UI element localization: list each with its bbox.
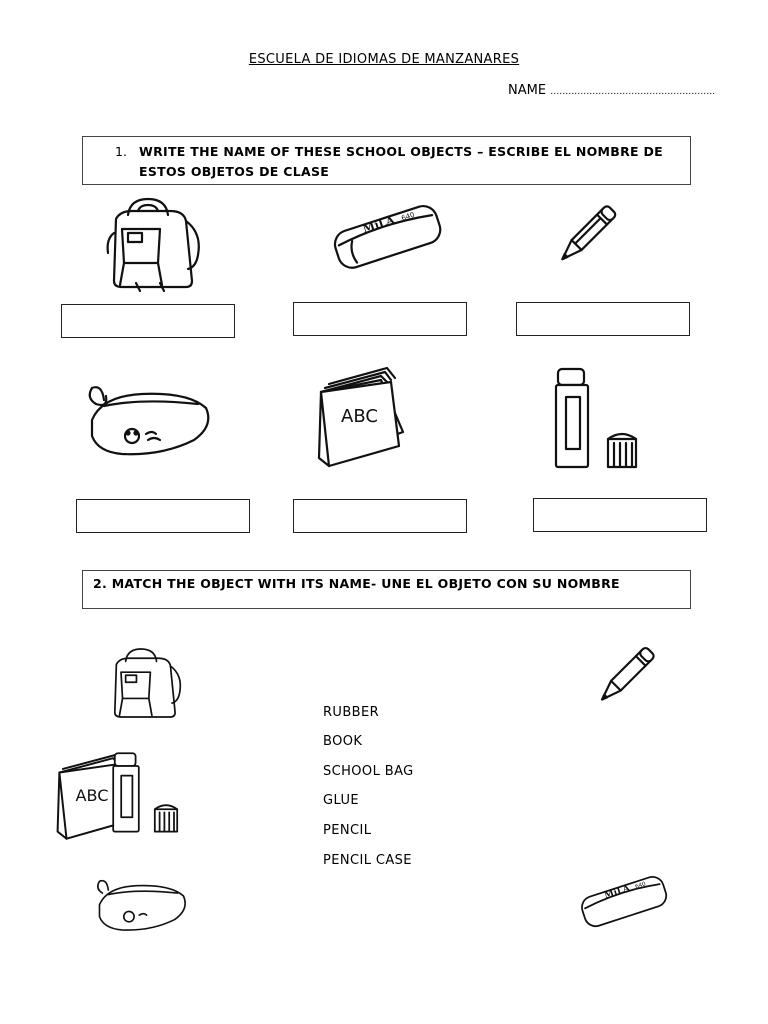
word-rubber: RUBBER xyxy=(323,705,380,720)
eraser-number-text-2: 640 xyxy=(634,881,647,891)
backpack-icon xyxy=(100,193,210,293)
eraser-brand-text: MiLA xyxy=(361,213,397,236)
name-dots: ………………………………………………. xyxy=(550,87,716,97)
word-glue: GLUE xyxy=(323,793,359,808)
answer-box-2[interactable] xyxy=(293,302,467,336)
word-book: BOOK xyxy=(323,734,363,749)
pencil-case-icon xyxy=(92,868,188,938)
answer-box-4[interactable] xyxy=(76,499,250,533)
book-cover-text: ABC xyxy=(341,406,378,427)
pencil-case-icon xyxy=(82,370,212,465)
answer-box-3[interactable] xyxy=(516,302,690,336)
eraser-number-text: 640 xyxy=(400,210,416,223)
name-field[interactable] xyxy=(508,83,715,98)
exercise-1-instruction-box xyxy=(82,136,691,185)
word-pencil: PENCIL xyxy=(323,823,372,838)
exercise-1-number: 1. xyxy=(115,144,127,159)
school-title: ESCUELA DE IDIOMAS DE MANZANARES xyxy=(248,52,520,67)
eraser-brand-text-2: MiLA xyxy=(603,883,632,902)
glue-icon xyxy=(552,365,642,470)
name-label: NAME xyxy=(508,83,547,98)
answer-box-5[interactable] xyxy=(293,499,467,533)
answer-box-1[interactable] xyxy=(61,304,235,338)
backpack-icon xyxy=(104,642,189,724)
glue-icon xyxy=(110,750,182,834)
eraser-icon xyxy=(578,868,670,932)
word-pencil-case: PENCIL CASE xyxy=(323,853,412,868)
book-cover-text-2: ABC xyxy=(75,786,109,806)
answer-box-6[interactable] xyxy=(533,498,707,532)
pencil-icon xyxy=(550,193,630,273)
book-icon xyxy=(315,362,410,470)
eraser-icon xyxy=(330,196,445,274)
exercise-2-instruction-box xyxy=(82,570,691,609)
exercise-2-instruction: 2. MATCH THE OBJECT WITH ITS NAME- UNE EL OBJETO CON SU NOMBRE xyxy=(93,576,620,591)
pencil-icon xyxy=(590,635,668,713)
exercise-1-instruction: WRITE THE NAME OF THESE SCHOOL OBJECTS – ESCRIBE EL NOMBRE DE ESTOS OBJETOS DE CLASE xyxy=(139,144,664,179)
word-school-bag: SCHOOL BAG xyxy=(323,764,414,779)
